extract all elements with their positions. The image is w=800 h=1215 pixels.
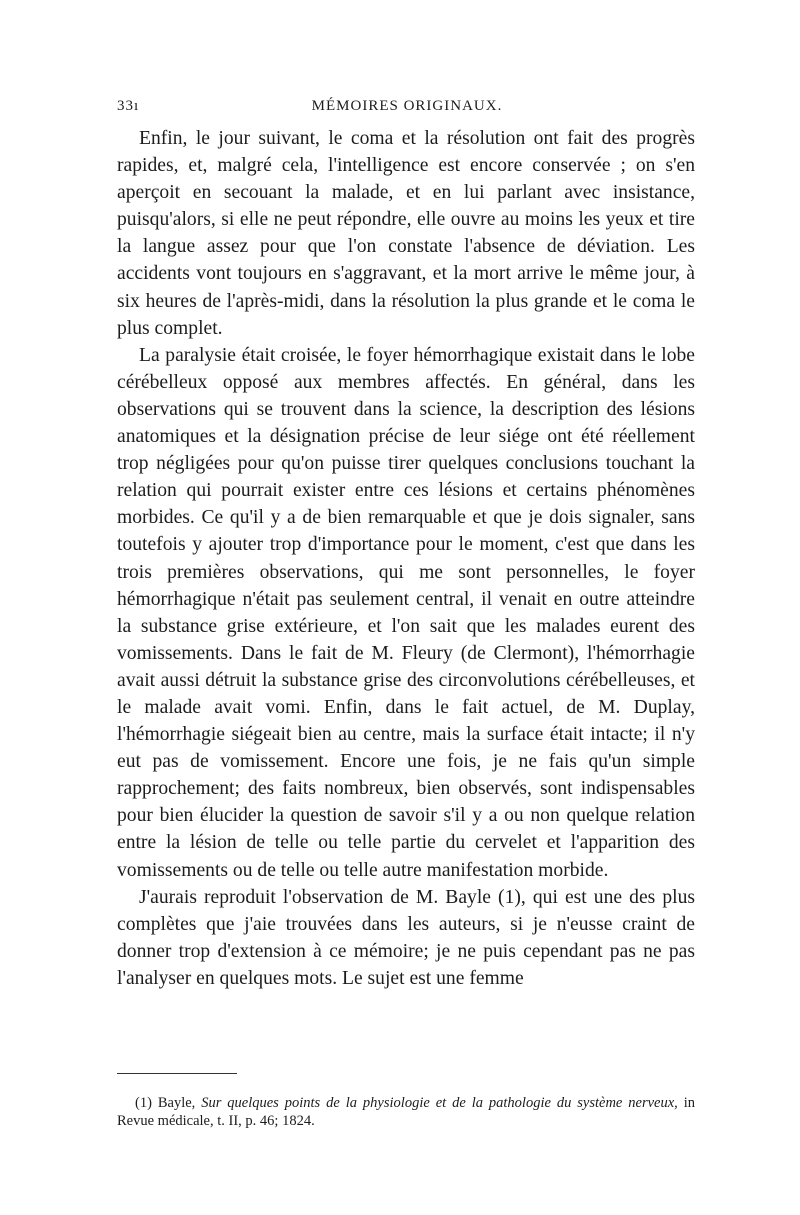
paragraph-3: J'aurais reproduit l'observation de M. Bayle (1), qui est une des plus complètes que j'aie trouvées dans les auteurs, si je n'eusse craint de donner trop d'extension à ce mémoire; je ne puis cependant pas ne pas l'analyser en quelques mots. Le sujet est une femme (117, 886, 695, 989)
footnote-author: Bayle, (157, 1095, 196, 1111)
running-head (117, 98, 697, 118)
footnote-title: Sur quelques points de la physiologie et de la pathologie du système nerveux, (201, 1095, 678, 1111)
page-number: 33ı (117, 98, 140, 114)
footnote-text (117, 1094, 695, 1130)
footnote-reference: in Revue médicale, t. II, p. 46; 1824. (117, 1095, 695, 1129)
running-title: MÉMOIRES ORIGINAUX. (311, 98, 503, 114)
footnote-marker: (1) (135, 1095, 152, 1111)
footnote-divider (117, 1073, 237, 1074)
paragraph-2: La paralysie était croisée, le foyer hémorrhagique existait dans le lobe cérébelleux opposé aux membres affectés. En général, dans les observations qui se trouvent dans la science, la description des lésions anatomiques et la désignation précise de leur siége ont été réellement trop négligées pour qu'on puisse tirer quelques conclusions touchant la relation qui pourrait exister entre ces lésions et certains phénomènes morbides. Ce qu'il y a de bien remarquable et que je dois signaler, sans toutefois y ajouter trop d'importance pour le moment, c'est que dans les trois premières observations, qui me sont personnelles, le foyer hémorrhagique n'était pas seulement central, il venait en outre atteindre la substance grise extérieure, et l'on sait que les malades eurent des vomissements. Dans le fait de M. Fleury (de Clermont), l'hémorrhagie avait aussi détruit la substance grise des circonvolutions cérébelleuses, et le malade avait vomi. Enfin, dans le fait actuel, de M. Duplay, l'hémorrhagie siégeait bien au centre, mais la surface était intacte; il n'y eut pas de vomissement. Encore une fois, je ne fais qu'un simple rapprochement; des faits nombreux, bien observés, sont indispensables pour bien élucider la question de savoir s'il y a ou non quelque relation entre la lésion de telle ou telle partie du cervelet et l'apparition des vomissements ou de telle ou telle autre manifestation morbide. (117, 344, 695, 881)
body-text (117, 125, 695, 992)
paragraph-1: Enfin, le jour suivant, le coma et la résolution ont fait des progrès rapides, et, malgré cela, l'intelligence est encore conservée ; on s'en aperçoit en secouant la malade, et en lui parlant avec insistance, puisqu'alors, si elle ne peut répondre, elle ouvre au moins les yeux et tire la langue assez pour que l'on constate l'absence de déviation. Les accidents vont toujours en s'aggravant, et la mort arrive le même jour, à six heures de l'après-midi, dans la résolution la plus grande et le coma le plus complet. (117, 128, 695, 339)
footnote (117, 1094, 695, 1130)
